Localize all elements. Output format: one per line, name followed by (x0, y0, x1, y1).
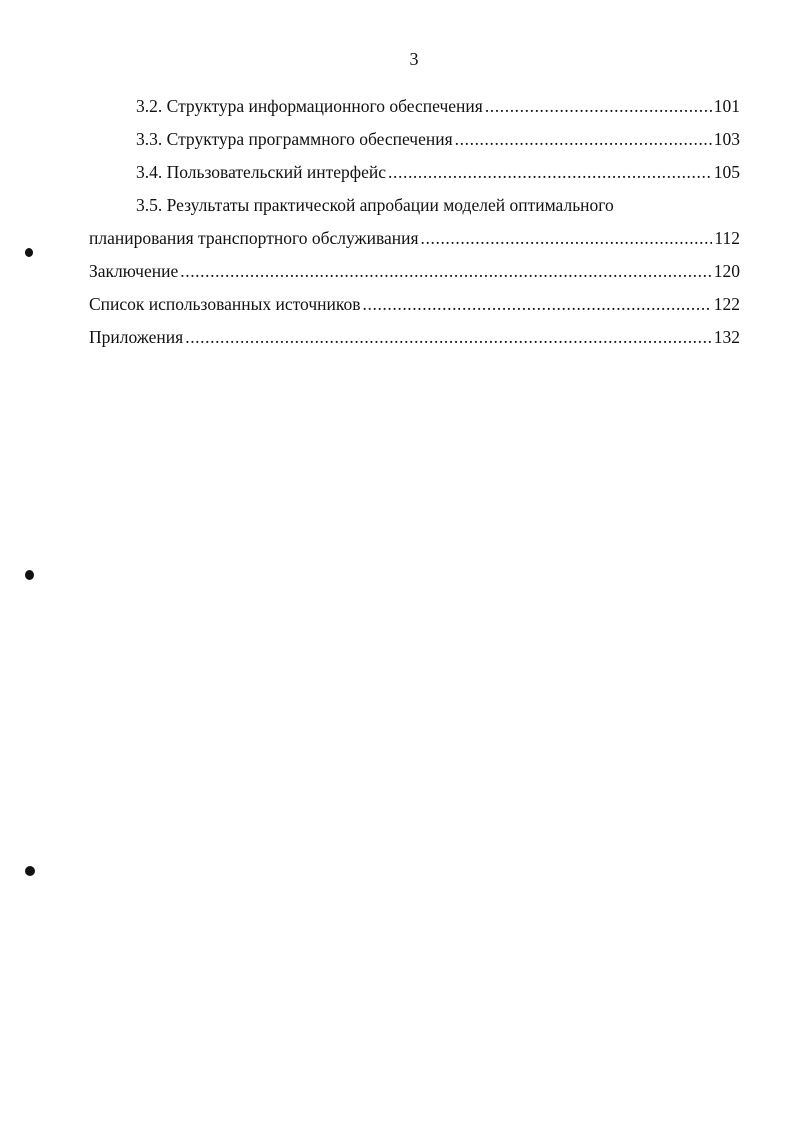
toc-dot-leader (421, 226, 713, 250)
toc-dot-leader (485, 94, 712, 118)
toc-entry-3-4 (89, 160, 740, 193)
toc-entry-page: 120 (713, 261, 740, 281)
toc-dot-leader (455, 127, 712, 151)
toc-entry-title: Приложения (89, 327, 184, 347)
toc-dot-leader (180, 259, 712, 283)
toc-entry-page: 132 (713, 327, 740, 347)
toc-entry-page: 101 (713, 96, 740, 116)
toc-dot-leader (388, 160, 712, 184)
toc-entry-title: 3.2. Структура информационного обеспечения (136, 96, 483, 116)
toc-dot-leader (363, 292, 712, 316)
toc-entry-3-5-first-line (89, 193, 740, 226)
toc-entry-page: 103 (713, 129, 740, 149)
binder-hole-mark (25, 248, 33, 257)
toc-entry-appendices (89, 325, 740, 358)
toc-entry-page: 122 (713, 294, 740, 314)
toc-entry-references (89, 292, 740, 325)
toc-entry-title: Заключение (89, 261, 179, 281)
toc-entry-3-2 (89, 94, 740, 127)
toc-entry-3-5-second-line (89, 226, 740, 259)
toc-entry-page: 105 (713, 162, 740, 182)
toc-entry-title: 3.4. Пользовательский интерфейс (136, 162, 387, 182)
toc-entry-title: 3.5. Результаты практической апробации моделей оптимального (136, 195, 614, 215)
binder-hole-mark (25, 570, 34, 580)
toc-entry-title: планирования транспортного обслуживания (89, 228, 419, 248)
binder-hole-mark (25, 866, 35, 876)
toc-entry-conclusion (89, 259, 740, 292)
toc-entry-title: 3.3. Структура программного обеспечения (136, 129, 453, 149)
toc-entry-page: 112 (714, 228, 740, 248)
toc-entry-3-3 (89, 127, 740, 160)
table-of-contents (89, 94, 740, 358)
toc-dot-leader (185, 325, 712, 349)
page-number: 3 (409, 49, 419, 69)
toc-entry-title: Список использованных источников (89, 294, 361, 314)
